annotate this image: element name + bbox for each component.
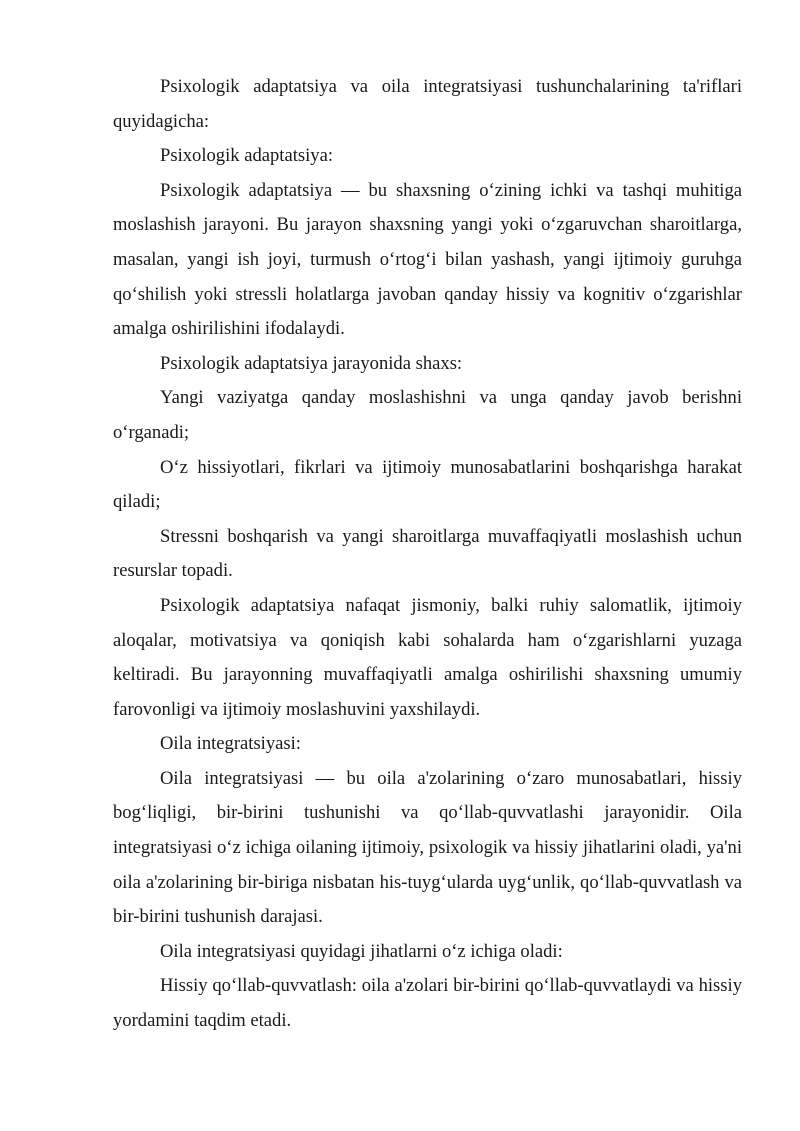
document-page bbox=[113, 70, 742, 1039]
heading-psychological-adaptation: Psixologik adaptatsiya: bbox=[160, 145, 334, 167]
definition-psychological-adaptation: Psixologik adaptatsiya — bu shaxsning o‘zining ichki va tashqi muhitiga moslashish jarayoni. Bu jarayon shaxsning yangi yoki o‘zgaruvchan sharoitlarga, masalan, yangi ish joyi, turmush o‘rtog‘i bilan yashash, yangi ijtimoiy guruhga qo‘shilish yoki stressli holatlarga javoban qanday hissiy va kognitiv o‘zgarishlar amalga oshirilishini ifodalaydi. bbox=[113, 179, 742, 340]
adaptation-summary: Psixologik adaptatsiya nafaqat jismoniy, balki ruhiy salomatlik, ijtimoiy aloqalar, motivatsiya va qoniqish kabi sohalarda ham o‘zgarishlarni yuzaga keltiradi. Bu jarayonning muvaffaqiyatli amalga oshirilishi shaxsning umumiy farovonligi va ijtimoiy moslashuvini yaxshilaydi. bbox=[113, 594, 742, 720]
adaptation-point-3: Stressni boshqarish va yangi sharoitlarga muvaffaqiyatli moslashish uchun resurslar topadi. bbox=[113, 525, 742, 582]
definition-family-integration: Oila integratsiyasi — bu oila a'zolarining o‘zaro munosabatlari, hissiy bog‘liqligi, bir-birini tushunishi va qo‘llab-quvvatlashi jarayonidir. Oila integratsiyasi o‘z ichiga oilaning ijtimoiy, psixologik va hissiy jihatlarini oladi, ya'ni oila a'zolarining bir-biriga nisbatan his-tuyg‘ularda uyg‘unlik, qo‘llab-quvvatlash va bir-birini tushunish darajasi. bbox=[113, 767, 742, 928]
family-integration-aspect-1: Hissiy qo‘llab-quvvatlash: oila a'zolari bir-birini qo‘llab-quvvatlaydi va hissiy yordamini taqdim etadi. bbox=[113, 975, 742, 1032]
adaptation-point-1: Yangi vaziyatga qanday moslashishni va unga qanday javob berishni o‘rganadi; bbox=[113, 387, 742, 443]
intro-paragraph: Psixologik adaptatsiya va oila integratsiyasi tushunchalarining ta'riflari quyidagicha: bbox=[113, 76, 742, 132]
heading-family-integration: Oila integratsiyasi: bbox=[160, 733, 301, 755]
family-integration-aspects-intro: Oila integratsiyasi quyidagi jihatlarni o‘z ichiga oladi: bbox=[160, 940, 563, 962]
adaptation-point-2: O‘z hissiyotlari, fikrlari va ijtimoiy munosabatlarini boshqarishga harakat qiladi; bbox=[113, 456, 742, 513]
adaptation-process-intro: Psixologik adaptatsiya jarayonida shaxs: bbox=[160, 352, 463, 374]
